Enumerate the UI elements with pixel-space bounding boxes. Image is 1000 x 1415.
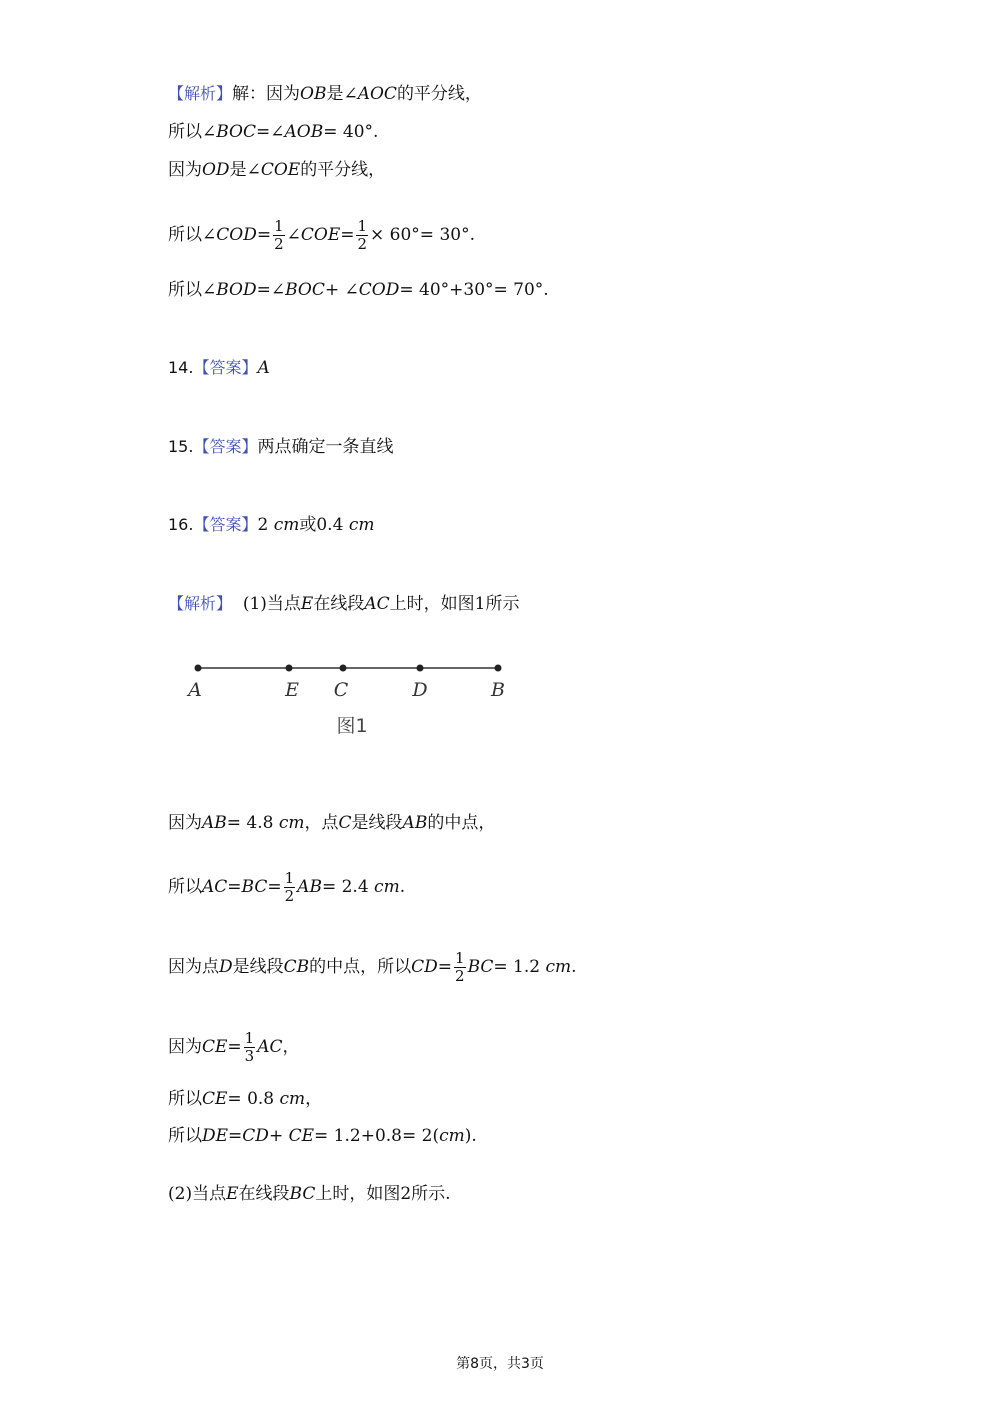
- question-number: 15.: [168, 437, 194, 456]
- q16-step3: [168, 950, 577, 985]
- point-b: [495, 665, 502, 672]
- fraction: [356, 218, 368, 253]
- unit: cm: [439, 1126, 465, 1146]
- denominator: 2: [274, 235, 284, 253]
- text: ).: [464, 1126, 477, 1146]
- numerator: 1: [357, 217, 368, 235]
- q13-analysis-line1: [168, 82, 482, 106]
- figure-1-line-segment: [180, 650, 520, 750]
- analysis-tag: 【解析】: [168, 594, 233, 613]
- answer-value: 两点确定一条直线: [257, 437, 394, 457]
- text: ，: [305, 1089, 323, 1109]
- denominator: 2: [455, 967, 465, 985]
- text: 解：因为: [232, 84, 301, 104]
- text: 所以: [168, 1089, 202, 1109]
- q13-analysis-line2: [168, 120, 378, 144]
- text: 是线段: [232, 957, 284, 977]
- q16-case2: [168, 1182, 451, 1206]
- q13-analysis-line3: [168, 158, 385, 182]
- text: 所以∠: [168, 225, 217, 245]
- text: 所以: [168, 877, 202, 897]
- text: 所以∠: [168, 280, 217, 300]
- text: 2: [257, 515, 274, 535]
- q16-step2: [168, 870, 405, 905]
- q16-step4: [168, 1030, 300, 1065]
- var: D: [219, 957, 233, 977]
- var: COD: [358, 280, 400, 300]
- numerator: 1: [455, 949, 465, 967]
- text: = 40°+30°= 70°.: [399, 280, 549, 300]
- text: 在线段: [313, 594, 365, 614]
- text: 的中点，所以: [309, 957, 412, 977]
- question-number: 16.: [168, 515, 194, 534]
- label-c: C: [333, 679, 349, 701]
- var: AC: [257, 1037, 283, 1057]
- var: COD: [216, 225, 257, 245]
- unit: cm: [545, 957, 572, 977]
- var: BOD: [216, 280, 257, 300]
- point-c: [340, 665, 347, 672]
- text: 因为点: [168, 957, 219, 977]
- text: 是∠: [229, 160, 261, 180]
- var: AC: [364, 594, 390, 614]
- answer-value: A: [257, 358, 270, 378]
- q16-case1: [168, 592, 519, 616]
- denominator: 3: [244, 1047, 255, 1065]
- text: = 0.8: [227, 1089, 280, 1109]
- text: 所以: [168, 1126, 202, 1146]
- var: AC: [202, 877, 228, 897]
- text: =: [227, 1037, 242, 1057]
- q16-step5: [168, 1087, 322, 1111]
- text: 是线段: [351, 813, 403, 833]
- var: BC: [241, 877, 268, 897]
- text: + ∠: [324, 280, 359, 300]
- text: =: [256, 225, 272, 245]
- var: C: [338, 813, 352, 833]
- text: =∠: [256, 122, 285, 142]
- text: ，点: [304, 813, 339, 833]
- text: 上时，如图2所示.: [315, 1184, 451, 1204]
- var: COE: [260, 160, 301, 180]
- var: CE: [288, 1126, 315, 1146]
- unit: cm: [374, 877, 400, 897]
- q16-step6: [168, 1124, 477, 1148]
- fraction: [454, 950, 466, 985]
- denominator: 2: [357, 235, 368, 253]
- point-a: [195, 665, 202, 672]
- var: BC: [289, 1184, 316, 1204]
- var: CB: [283, 957, 310, 977]
- page-footer: 第8页，共3页: [456, 1356, 544, 1372]
- text: =: [228, 1126, 243, 1146]
- text: .: [571, 957, 577, 977]
- var: E: [226, 1184, 239, 1204]
- text: 的平分线，: [300, 160, 386, 180]
- label-b: B: [491, 679, 505, 701]
- label-a: A: [188, 679, 202, 701]
- figure-caption: 图1: [336, 715, 368, 737]
- unit: cm: [278, 813, 305, 833]
- point-e: [286, 665, 293, 672]
- text: 所以∠: [168, 122, 217, 142]
- q16-answer: [168, 513, 374, 537]
- var: OD: [202, 160, 230, 180]
- numerator: 1: [244, 1029, 255, 1047]
- var: CD: [411, 957, 438, 977]
- text: =: [267, 877, 282, 897]
- point-d: [417, 665, 424, 672]
- q14-answer: [168, 356, 270, 380]
- var: COE: [300, 225, 341, 245]
- text: 0.4: [316, 515, 349, 535]
- text: 是∠: [326, 84, 358, 104]
- q13-analysis-line4: [168, 218, 475, 253]
- text: =: [227, 877, 242, 897]
- text: (1)当点: [242, 594, 301, 614]
- var: BOC: [216, 122, 257, 142]
- text: = 40°.: [323, 122, 379, 142]
- text: 因为: [168, 160, 202, 180]
- fraction: [244, 1030, 256, 1065]
- analysis-tag: 【解析】: [168, 84, 233, 103]
- var: CE: [202, 1037, 228, 1057]
- var: CD: [242, 1126, 269, 1146]
- question-number: 14.: [168, 358, 194, 377]
- text: +: [268, 1126, 289, 1146]
- text: =: [340, 225, 355, 245]
- fraction: [273, 218, 285, 253]
- unit: cm: [279, 1089, 306, 1109]
- label-d: D: [412, 679, 428, 701]
- text: ∠: [286, 225, 301, 245]
- var: OB: [300, 84, 327, 104]
- text: 因为: [168, 813, 202, 833]
- var: AB: [202, 813, 227, 833]
- text: 的平分线，: [396, 84, 482, 104]
- var: AB: [297, 877, 322, 897]
- text: = 2.4: [321, 877, 375, 897]
- numerator: 1: [284, 869, 295, 887]
- text: ，: [282, 1037, 300, 1057]
- text: = 1.2: [493, 957, 546, 977]
- label-e: E: [285, 679, 299, 701]
- text: =: [437, 957, 453, 977]
- var: DE: [202, 1126, 229, 1146]
- text: × 60°= 30°.: [370, 225, 475, 245]
- text: 在线段: [238, 1184, 290, 1204]
- text: 因为: [168, 1037, 202, 1057]
- var: AOC: [357, 84, 397, 104]
- fraction: [284, 870, 296, 905]
- numerator: 1: [274, 217, 284, 235]
- denominator: 2: [284, 887, 295, 905]
- var: BOC: [285, 280, 325, 300]
- answer-tag: 【答案】: [193, 437, 258, 456]
- var: AB: [402, 813, 428, 833]
- text: = 4.8: [226, 813, 279, 833]
- var: AOB: [284, 122, 324, 142]
- text: = 1.2+0.8= 2(: [314, 1126, 440, 1146]
- text: =∠: [256, 280, 286, 300]
- text: .: [399, 877, 406, 897]
- unit: cm: [348, 515, 375, 535]
- answer-tag: 【答案】: [193, 358, 258, 377]
- text: 或: [299, 515, 317, 535]
- answer-tag: 【答案】: [193, 515, 258, 534]
- q16-step1: [168, 811, 495, 835]
- text: 上时，如图1所示: [389, 594, 520, 614]
- text: (2)当点: [168, 1184, 227, 1204]
- var: CE: [202, 1089, 228, 1109]
- q15-answer: [168, 435, 393, 459]
- q13-analysis-line5: [168, 278, 549, 302]
- text: 的中点，: [427, 813, 496, 833]
- var: BC: [467, 957, 494, 977]
- unit: cm: [273, 515, 300, 535]
- var: E: [300, 594, 314, 614]
